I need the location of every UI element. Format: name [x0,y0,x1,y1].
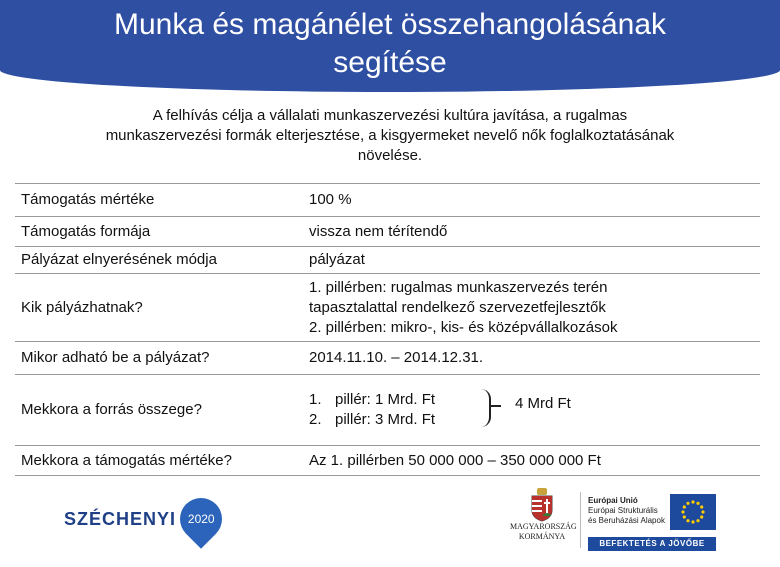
list-item [309,410,469,430]
crest-icon [530,488,554,522]
title-line-2: segítése [333,46,447,79]
table-row [15,375,760,446]
row-label: Pályázat elnyerésének módja [15,247,303,274]
title-banner [0,0,780,92]
eu-line-1: Európai Strukturális [588,506,658,515]
pillar-list [309,390,469,430]
government-name [510,522,577,542]
row-value [303,274,760,342]
location-pin-icon [171,489,230,548]
table-row [15,217,760,247]
table-row [15,247,760,274]
table-row [15,446,760,476]
applicant-line-3: 2. pillérben: mikro-, kis- és középvállalkozások [309,318,618,336]
eu-title: Európai Unió [588,496,638,505]
applicant-line-1: 1. pillérben: rugalmas munkaszervezés terén [309,278,608,296]
row-label: Mekkora a támogatás mértéke? [15,446,303,476]
eu-line-2: és Beruházási Alapok [588,516,665,525]
szechenyi-2020-logo [64,498,222,540]
government-logo [510,488,577,542]
eu-slogan-bar: BEFEKTETÉS A JÖVŐBE [588,537,716,551]
table-row [15,342,760,375]
szechenyi-wordmark: SZÉCHENYI [64,508,177,529]
pillar-number: 2. [309,411,322,428]
intro-paragraph [40,106,740,166]
pillar-text: pillér: 1 Mrd. Ft [335,391,436,408]
funding-pillars [309,387,754,433]
title-line-1: Munka és magánélet összehangolásának [113,8,667,41]
row-label: Mekkora a forrás összege? [15,375,303,446]
row-value: vissza nem térítendő [303,217,760,247]
row-value: Az 1. pillérben 50 000 000 – 350 000 000 Ft [303,446,760,476]
row-value [303,375,760,446]
funding-total: 4 Mrd Ft [515,395,571,412]
row-value: 100 % [303,184,760,217]
row-value: 2014.11.10. – 2014.12.31. [303,342,760,375]
applicant-line-2: tapasztalattal rendelkező szervezetfejlesztők [309,298,606,316]
government-line-2: KORMÁNYA [518,532,566,541]
pillar-number: 1. [309,391,322,408]
pillar-text: pillér: 3 Mrd. Ft [335,411,436,428]
row-label: Mikor adható be a pályázat? [15,342,303,375]
row-label: Támogatás mértéke [15,184,303,217]
row-label: Kik pályázhatnak? [15,274,303,342]
table-row [15,274,760,342]
page-title [20,6,760,82]
intro-line-1: A felhívás célja a vállalati munkaszervezési kultúra javítása, a rugalmas [152,107,628,124]
eu-flag-icon [670,494,716,530]
intro-line-2: munkaszervezési formák elterjesztése, a kisgyermeket nevelő nők foglalkoztatásának [105,127,675,144]
row-value: pályázat [303,247,760,274]
row-label: Támogatás formája [15,217,303,247]
szechenyi-year: 2020 [187,512,215,527]
table-row [15,184,760,217]
brace-icon [479,389,491,427]
logo-divider [580,492,581,548]
intro-line-3: növelése. [357,147,423,164]
info-table [15,183,760,476]
list-item [309,390,469,410]
government-line-1: MAGYARORSZÁG [510,522,577,531]
eu-stars [670,494,716,530]
eu-funds-text [588,496,670,526]
brace-tip [491,405,501,407]
